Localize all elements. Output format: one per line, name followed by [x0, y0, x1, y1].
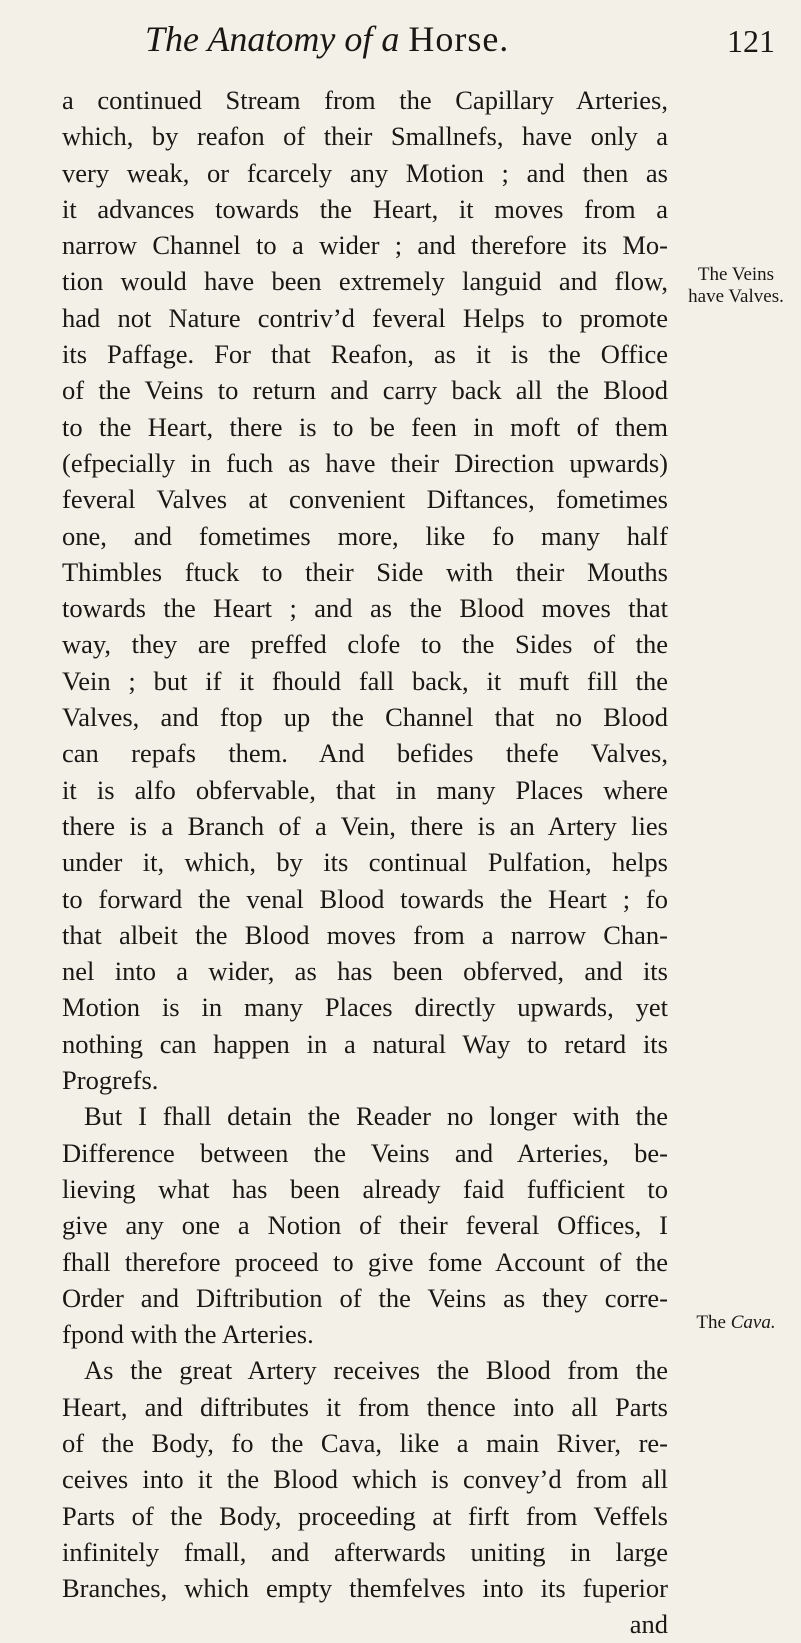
text-line: Progrefs.	[62, 1065, 159, 1096]
text-line: Motion is in many Places directly upwards, yet	[62, 992, 668, 1023]
text-line: give any one a Notion of their feveral Offices, I	[62, 1210, 668, 1241]
text-line: that albeit the Blood moves from a narrow Chan-	[62, 919, 668, 950]
text-line: to the Heart, there is to be feen in moft of them	[62, 411, 668, 442]
text-line: to forward the venal Blood towards the Heart ; fo	[62, 883, 668, 914]
text-line: way, they are preffed clofe to the Sides of the	[62, 629, 668, 660]
text-line: lieving what has been already faid fufficient to	[62, 1173, 668, 1204]
running-title-text: The Anatomy of a	[145, 19, 400, 59]
text-line: Difference between the Veins and Arteries, be-	[62, 1137, 668, 1168]
text-line: Heart, and diftributes it from thence into all Parts	[62, 1391, 668, 1422]
text-line: Order and Diftribution of the Veins as they corre-	[62, 1282, 668, 1313]
running-title	[145, 16, 509, 62]
text-line: a continued Stream from the Capillary Arteries,	[62, 85, 668, 115]
text-line: infinitely fmall, and afterwards uniting in large	[62, 1536, 668, 1567]
text-line: narrow Channel to a wider ; and therefore its Mo-	[62, 230, 668, 261]
text-line: it advances towards the Heart, it moves from a	[62, 193, 668, 224]
text-line: feveral Valves at convenient Diftances, fometimes	[62, 484, 668, 515]
text-line: Valves, and ftop up the Channel that no Blood	[62, 702, 668, 733]
text-line: can repafs them. And befides thefe Valves,	[62, 738, 668, 769]
catchword: and	[629, 1609, 668, 1640]
text-line: Vein ; but if it fhould fall back, it muft fill the	[62, 665, 668, 696]
text-line: there is a Branch of a Vein, there is an Artery lies	[62, 810, 668, 841]
page-number: 121	[727, 23, 775, 59]
text-line: of the Body, fo the Cava, like a main River, re-	[62, 1427, 668, 1458]
text-line: of the Veins to return and carry back all the Blood	[62, 375, 668, 406]
text-line: ceives into it the Blood which is convey’d from all	[62, 1464, 668, 1495]
margin-note-line: The Veins	[697, 264, 775, 285]
text-line: Parts of the Body, proceeding at firft from Veffels	[62, 1500, 668, 1531]
margin-note-line: The	[696, 1312, 726, 1333]
text-line: towards the Heart ; and as the Blood moves that	[62, 593, 668, 624]
text-line: tion would have been extremely languid and flow,	[62, 266, 668, 297]
margin-note-veins-valves	[676, 264, 796, 308]
text-line: Thimbles ftuck to their Side with their Mouths	[62, 556, 668, 587]
text-line: nothing can happen in a natural Way to retard its	[62, 1028, 668, 1059]
text-line: fhall therefore proceed to give fome Account of the	[62, 1246, 668, 1277]
text-line: had not Nature contriv’d feveral Helps to promote	[62, 302, 668, 333]
margin-note-line: have Valves.	[688, 286, 784, 307]
text-line: fpond with the Arteries.	[62, 1319, 314, 1350]
text-line: Branches, which empty themfelves into its fuperior	[62, 1573, 668, 1604]
text-line: one, and fometimes more, like fo many half	[62, 520, 668, 551]
running-title-horse: Horse.	[408, 19, 510, 59]
text-line: very weak, or fcarcely any Motion ; and then as	[62, 157, 668, 188]
text-line: its Paffage. For that Reafon, as it is the Office	[62, 339, 668, 370]
margin-note-cava	[676, 1312, 796, 1334]
text-line: which, by reafon of their Smallnefs, have only a	[62, 121, 668, 152]
text-line: But I fhall detain the Reader no longer with the	[84, 1101, 668, 1132]
body-text	[62, 82, 668, 1643]
text-line: it is alfo obfervable, that in many Places where	[62, 774, 668, 805]
text-line: nel into a wider, as has been obferved, and its	[62, 956, 668, 987]
text-line: under it, which, by its continual Pulfation, helps	[62, 847, 668, 878]
page-header	[145, 16, 775, 66]
text-line: As the great Artery receives the Blood from the	[84, 1355, 668, 1386]
margin-note-line: Cava.	[730, 1312, 776, 1333]
text-line: (efpecially in fuch as have their Direction upwards)	[62, 447, 668, 478]
